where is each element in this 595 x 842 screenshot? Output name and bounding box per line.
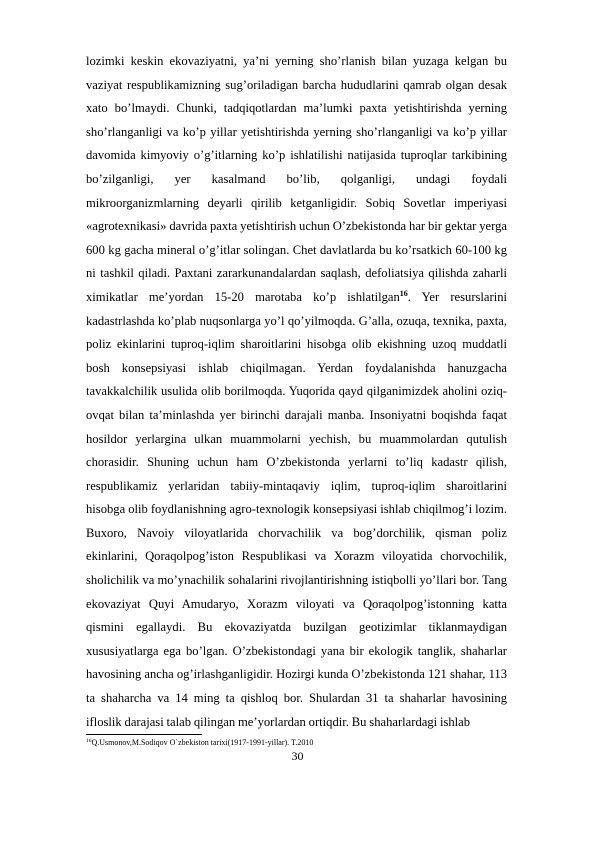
footnote-divider — [86, 734, 202, 735]
footnote — [86, 738, 516, 748]
footnote-reference[interactable]: 16 — [399, 288, 408, 298]
paragraph-text-part-1: lozimki keskin ekovaziyatni, ya’ni yerning sho’rlanish bilan yuzaga kelgan bu vaziyat respublikamizning sug’oriladigan barcha hududlarini qamrab olgan desak xato bo’lmaydi. Chunki, tadqiqotlardan ma’lumki paxta yetishtirishda yerning sho’rlanganligi va ko’p yillar yetishtirishda yerning sho’rlanganligi va ko’p yillar davomida kimyoviy o’g’itlarning ko’p ishlatilishi natijasida tuproqlar tarkibining bo’zilganligi, yer kasalmand bo’lib, qolganligi, undagi foydali mikroorganizmlarning deyarli qirilib ketganligidir. Sobiq Sovetlar imperiyasi «agrotexnikasi» davrida paxta yetishtirish uchun O’zbekistonda har bir gektar yerga 600 kg gacha mineral o’g’itlar solingan. Chet davlatlarda bu ko’rsatkich 60-100 kg ni tashkil qiladi. Paxtani zararkunandalardan saqlash, defoliatsiya qilishda zaharli ximikatlar me’yordan 15-20 marotaba ko’p ishlatilgan — [86, 54, 507, 304]
paragraph-text-part-2: . Yer resurslarini kadastrlashda ko’plab nuqsonlarga yo’l qo’yilmoqda. G’alla, ozuqa, texnika, paxta, poliz ekinlarini tuproq-iqlim sharoitlarini hisobga olib ekishning uzoq muddatli bosh konsepsiyasi ishlab chiqilmagan. Yerdan foydalanishda hanuzgacha tavakkalchilik usulida olib borilmoqda. Yuqorida qayd qilganimizdek aholini oziq-ovqat bilan ta’minlashda yer birinchi darajali manba. Insoniyatni boqishda faqat hosildor yerlargina ulkan muammolarni yechish, bu muammolardan qutulish chorasidir. Shuning uchun ham O’zbekistonda yerlarni to’liq kadastr qilish, respublikamiz yerlaridan tabiiy-mintaqaviy iqlim, tuproq-iqlim sharoitlarini hisobga olib foydlanishning agro-texnologik konsepsiyasi ishlab chiqilmog’i lozim. Buxoro, Navoiy viloyatlarida chorvachilik va bog’dorchilik, qisman poliz ekinlarini, Qoraqolpog’iston Respublikasi va Xorazm viloyatida chorvochilik, sholichilik va mo’ynachilik sohalarini rivojlantirishning istiqbolli yo’llari bor. Tang ekovaziyat Quyi Amudaryo, Xorazm viloyati va Qoraqolpog’istonning katta qismini egallaydi. Bu ekovaziyatda buzilgan geotizimlar tiklanmaydigan xususiyatlarga ega bo’lgan. O’zbekistondagi yana bir ekologik tanglik, shaharlar havosining ancha og’irlashganligidir. Hozirgi kunda O’zbekistonda 121 shahar, 113 ta shaharcha va 14 ming ta qishloq bor. Shulardan 31 ta shaharlar havosining ifloslik darajasi talab qilingan me’yorlardan ortiqdir. Bu shaharlardagi ishlab — [86, 289, 507, 729]
footnote-text: Q.Usmonov,M.Sodiqov O`zbekiston tarixi(1917-1991-yillar). T.2010 — [91, 738, 314, 747]
footnote-mark: 16 — [86, 738, 92, 744]
body-paragraph — [86, 50, 507, 734]
page-number: 30 — [291, 749, 304, 763]
